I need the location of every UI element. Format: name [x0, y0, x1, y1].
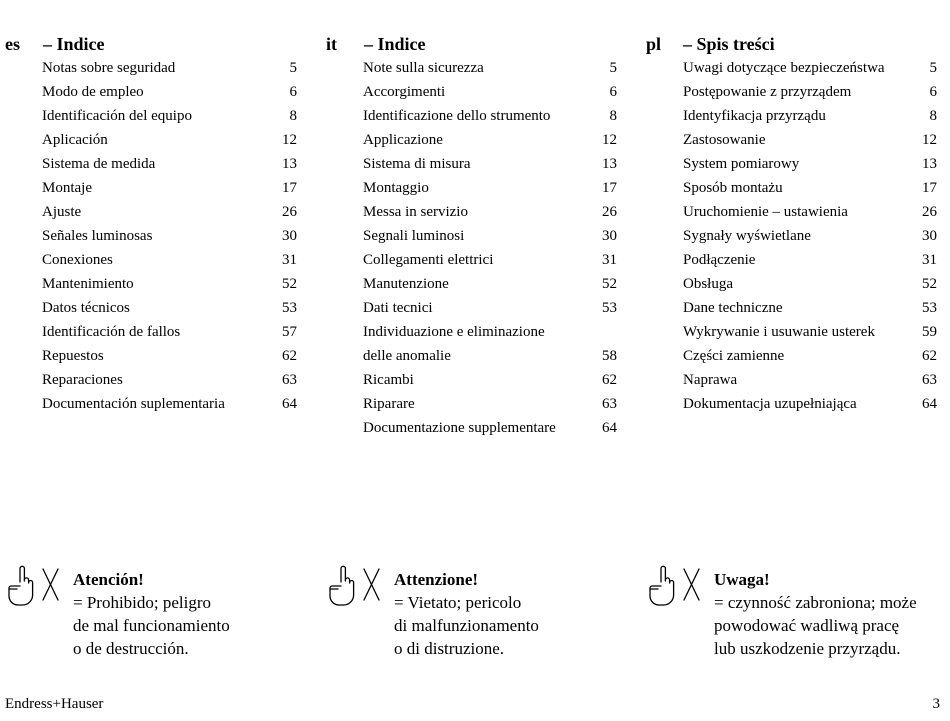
toc-entry-label: Collegamenti elettrici — [363, 252, 494, 268]
toc-entry-label: Dati tecnici — [363, 300, 433, 316]
page-number: 3 — [932, 696, 940, 712]
toc-entry-label: Conexiones — [42, 252, 113, 268]
toc-entry-page: 26 — [602, 204, 617, 220]
toc-entry-label: Note sulla sicurezza — [363, 60, 484, 76]
toc-entry-page: 57 — [282, 324, 297, 340]
toc-entry-page: 6 — [609, 84, 617, 100]
toc-entry-page: 30 — [602, 228, 617, 244]
toc-entry-page: 8 — [289, 108, 297, 124]
toc-entry — [42, 80, 297, 104]
toc-entry — [363, 224, 617, 248]
warning-text — [714, 568, 917, 660]
toc-entry-page: 5 — [609, 60, 617, 76]
toc-entry — [683, 272, 937, 296]
toc-entry-label: Podłączenie — [683, 252, 756, 268]
toc-entry — [42, 272, 297, 296]
toc-entry-page: 31 — [602, 252, 617, 268]
toc-entry — [683, 392, 937, 416]
toc-entry-label: Sygnały wyświetlane — [683, 228, 811, 244]
toc-entry — [363, 176, 617, 200]
toc-entry-page: 12 — [602, 132, 617, 148]
toc-entry-page: 5 — [929, 60, 937, 76]
toc-entry-page: 6 — [289, 84, 297, 100]
toc-entry-label: Aplicación — [42, 132, 108, 148]
toc-entry-page: 31 — [282, 252, 297, 268]
toc-entry-page: 63 — [602, 396, 617, 412]
toc-entry — [363, 200, 617, 224]
toc-entry-label: Messa in servizio — [363, 204, 468, 220]
toc-entry-label: Datos técnicos — [42, 300, 130, 316]
toc-heading-es — [5, 33, 297, 55]
toc-entry — [42, 176, 297, 200]
toc-entry-label: Identificación de fallos — [42, 324, 181, 340]
warning-heading: Uwaga! — [714, 570, 770, 589]
toc-entry-label: Montaggio — [363, 180, 429, 196]
toc-entry-page: 63 — [922, 372, 937, 388]
toc-entry-label: Applicazione — [363, 132, 443, 148]
language-code: pl — [646, 34, 662, 54]
toc-entry-page: 63 — [282, 372, 297, 388]
toc-entry-page: 53 — [602, 300, 617, 316]
toc-entry — [363, 416, 617, 440]
toc-entry-label: Sposób montażu — [683, 180, 783, 196]
toc-entry — [683, 176, 937, 200]
toc-entry-label: Sistema di misura — [363, 156, 471, 172]
toc-entry — [42, 344, 297, 368]
toc-entry-label: Części zamienne — [683, 348, 785, 364]
toc-entry-label: Naprawa — [683, 372, 738, 388]
toc-entry — [363, 128, 617, 152]
toc-entry-label: Montaje — [42, 180, 92, 196]
toc-entry — [42, 224, 297, 248]
toc-entry-page: 64 — [282, 396, 297, 412]
warning-note-pl — [646, 562, 917, 660]
toc-entry — [683, 368, 937, 392]
warning-heading: Atención! — [73, 570, 144, 589]
toc-entry-label: Riparare — [363, 396, 415, 412]
toc-entry-label: Mantenimiento — [42, 276, 134, 292]
toc-entry-page: 13 — [602, 156, 617, 172]
toc-entry-label: Documentazione supplementare — [363, 420, 556, 436]
toc-entry — [683, 320, 937, 344]
toc-entry — [363, 296, 617, 320]
toc-entry — [363, 248, 617, 272]
toc-list-es — [5, 56, 297, 416]
toc-entry-label: Ajuste — [42, 204, 82, 220]
toc-entry-page: 52 — [922, 276, 937, 292]
toc-entry-page: 52 — [602, 276, 617, 292]
toc-entry — [42, 320, 297, 344]
toc-entry-label: Zastosowanie — [683, 132, 766, 148]
toc-list-pl — [646, 56, 937, 416]
toc-entry-page: 17 — [282, 180, 297, 196]
language-code: it — [326, 34, 337, 54]
toc-entry — [683, 152, 937, 176]
toc-entry — [683, 200, 937, 224]
toc-entry-label: Identificación del equipo — [42, 108, 192, 124]
toc-entry-label: Reparaciones — [42, 372, 123, 388]
toc-entry — [42, 296, 297, 320]
toc-entry — [683, 128, 937, 152]
toc-entry — [683, 224, 937, 248]
toc-entry-page: 13 — [922, 156, 937, 172]
footer-brand: Endress+Hauser — [5, 696, 104, 712]
toc-entry-page: 13 — [282, 156, 297, 172]
warning-note-it — [326, 562, 539, 660]
toc-entry-page: 62 — [922, 348, 937, 364]
toc-entry-page: 12 — [922, 132, 937, 148]
toc-entry-label: Dane techniczne — [683, 300, 783, 316]
toc-entry-page: 53 — [282, 300, 297, 316]
toc-entry-label: Postępowanie z przyrządem — [683, 84, 852, 100]
prohibited-hand-icon — [326, 562, 384, 606]
toc-title: – Indice — [43, 34, 105, 54]
warning-text — [73, 568, 230, 660]
toc-entry — [683, 248, 937, 272]
toc-entry — [683, 80, 937, 104]
toc-entry — [42, 152, 297, 176]
toc-title: – Spis treści — [683, 34, 775, 54]
toc-entry-page: 17 — [922, 180, 937, 196]
toc-entry-page: 31 — [922, 252, 937, 268]
toc-entry — [363, 392, 617, 416]
toc-entry — [42, 128, 297, 152]
prohibited-hand-icon — [646, 562, 704, 606]
toc-entry-label: Manutenzione — [363, 276, 449, 292]
toc-entry-page: 6 — [929, 84, 937, 100]
toc-entry — [363, 152, 617, 176]
toc-entry — [42, 392, 297, 416]
toc-entry — [42, 200, 297, 224]
toc-entry-page: 64 — [602, 420, 617, 436]
toc-entry-label: Accorgimenti — [363, 84, 446, 100]
toc-entry — [363, 80, 617, 104]
toc-entry — [42, 248, 297, 272]
toc-entry-page: 8 — [929, 108, 937, 124]
toc-entry — [683, 104, 937, 128]
toc-entry-label: Dokumentacja uzupełniająca — [683, 396, 857, 412]
toc-entry-page: 62 — [282, 348, 297, 364]
toc-column-it — [326, 33, 617, 440]
toc-column-es — [5, 33, 297, 416]
toc-entry-label: Modo de empleo — [42, 84, 144, 100]
toc-entry-page: 26 — [922, 204, 937, 220]
toc-entry-label: Segnali luminosi — [363, 228, 465, 244]
toc-entry-page: 52 — [282, 276, 297, 292]
toc-entry-page: 17 — [602, 180, 617, 196]
warning-body: = czynność zabroniona; może powodować wadliwą pracę lub uszkodzenie przyrządu. — [714, 593, 917, 658]
toc-entry-label: Identyfikacja przyrządu — [683, 108, 826, 124]
toc-entry-page: 12 — [282, 132, 297, 148]
toc-entry-label: Repuestos — [42, 348, 104, 364]
toc-entry — [683, 56, 937, 80]
toc-entry-label: Individuazione e eliminazione delle anomalie — [363, 324, 545, 364]
warning-body: = Prohibido; peligro de mal funcionamiento o de destrucción. — [73, 593, 230, 658]
toc-heading-pl — [646, 33, 937, 55]
toc-title: – Indice — [364, 34, 426, 54]
warning-heading: Attenzione! — [394, 570, 479, 589]
toc-entry-page: 62 — [602, 372, 617, 388]
warning-body: = Vietato; pericolo di malfunzionamento o di distruzione. — [394, 593, 539, 658]
toc-entry-label: Identificazione dello strumento — [363, 108, 551, 124]
toc-entry — [683, 344, 937, 368]
toc-entry-label: Documentación suplementaria — [42, 396, 225, 412]
toc-entry-page: 5 — [289, 60, 297, 76]
toc-entry-page: 59 — [922, 324, 937, 340]
toc-entry — [363, 272, 617, 296]
toc-entry-label: Notas sobre seguridad — [42, 60, 176, 76]
warning-text — [394, 568, 539, 660]
toc-entry-label: Uruchomienie – ustawienia — [683, 204, 848, 220]
toc-entry — [363, 104, 617, 128]
toc-entry-label: Sistema de medida — [42, 156, 156, 172]
toc-entry-label: Obsługa — [683, 276, 733, 292]
toc-entry-page: 30 — [282, 228, 297, 244]
toc-entry — [683, 296, 937, 320]
toc-entry — [42, 56, 297, 80]
toc-entry-page: 30 — [922, 228, 937, 244]
toc-entry-label: Ricambi — [363, 372, 414, 388]
toc-entry — [42, 104, 297, 128]
toc-heading-it — [326, 33, 617, 55]
toc-entry-page: 26 — [282, 204, 297, 220]
toc-entry-page: 8 — [609, 108, 617, 124]
toc-entry-label: Wykrywanie i usuwanie usterek — [683, 324, 875, 340]
toc-entry — [363, 56, 617, 80]
toc-entry-page: 64 — [922, 396, 937, 412]
toc-entry-label: Señales luminosas — [42, 228, 153, 244]
toc-entry-label: Uwagi dotyczące bezpieczeństwa — [683, 60, 885, 76]
toc-list-it — [326, 56, 617, 440]
language-code: es — [5, 34, 20, 54]
toc-entry — [363, 320, 617, 368]
toc-entry-label: System pomiarowy — [683, 156, 800, 172]
toc-entry — [363, 368, 617, 392]
prohibited-hand-icon — [5, 562, 63, 606]
toc-column-pl — [646, 33, 937, 416]
toc-entry-page: 53 — [922, 300, 937, 316]
toc-entry — [42, 368, 297, 392]
warning-note-es — [5, 562, 230, 660]
toc-entry-page: 58 — [602, 348, 617, 364]
